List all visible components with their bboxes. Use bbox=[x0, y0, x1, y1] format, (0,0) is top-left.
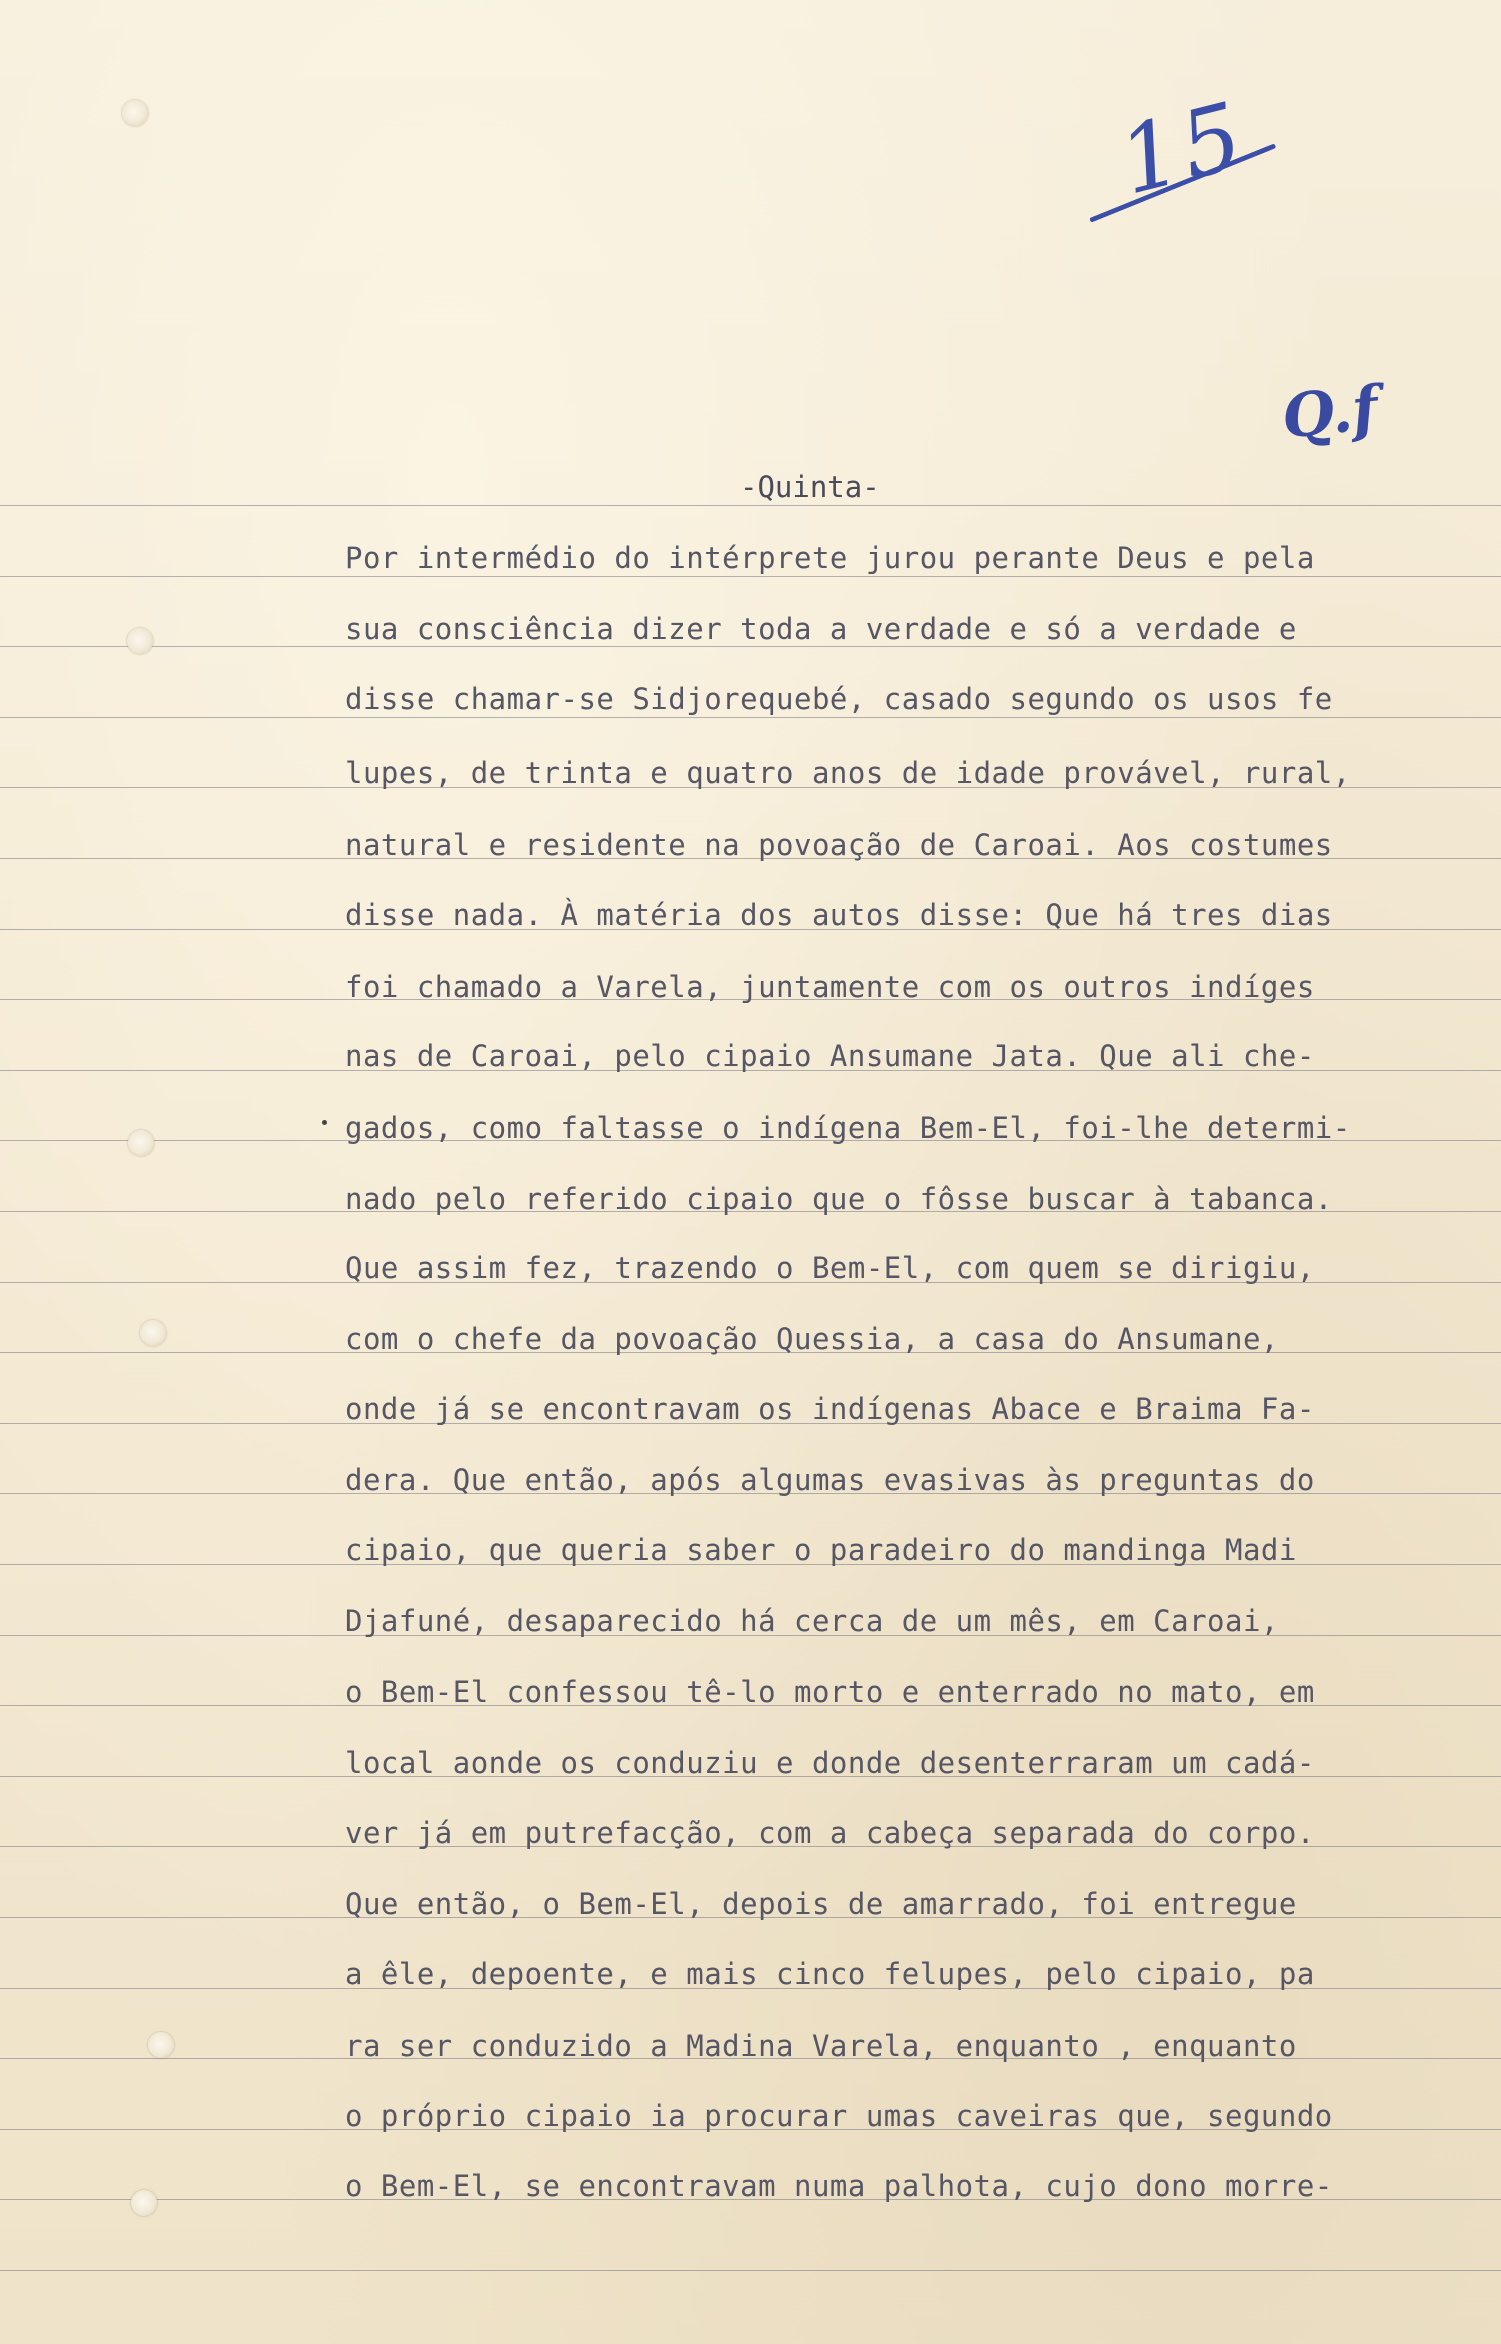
handwritten-initials: Q.f bbox=[1278, 373, 1382, 453]
punch-hole bbox=[131, 2190, 157, 2216]
text-line: Por intermédio do intérprete jurou perante Deus e pela bbox=[345, 541, 1315, 575]
text-line: cipaio, que queria saber o paradeiro do mandinga Madi bbox=[345, 1533, 1297, 1567]
text-line: Que então, o Bem-El, depois de amarrado, foi entregue bbox=[345, 1887, 1297, 1921]
text-line: dera. Que então, após algumas evasivas às preguntas do bbox=[345, 1463, 1315, 1497]
text-line: Que assim fez, trazendo o Bem-El, com quem se dirigiu, bbox=[345, 1251, 1315, 1285]
margin-mark bbox=[322, 1120, 327, 1125]
punch-hole bbox=[122, 100, 148, 126]
text-line: onde já se encontravam os indígenas Abace e Braima Fa- bbox=[345, 1392, 1315, 1426]
section-heading: -Quinta- bbox=[740, 470, 880, 504]
text-line: disse nada. À matéria dos autos disse: Que há tres dias bbox=[345, 898, 1333, 932]
text-line: disse chamar-se Sidjorequebé, casado segundo os usos fe bbox=[345, 682, 1333, 716]
text-line: o Bem-El confessou tê-lo morto e enterrado no mato, em bbox=[345, 1675, 1315, 1709]
text-line: ra ser conduzido a Madina Varela, enquanto , enquanto bbox=[345, 2029, 1297, 2063]
folio-number: 15 bbox=[1108, 81, 1257, 216]
text-line: o Bem-El, se encontravam numa palhota, cujo dono morre- bbox=[345, 2169, 1333, 2203]
text-line: lupes, de trinta e quatro anos de idade provável, rural, bbox=[345, 756, 1351, 790]
punch-hole bbox=[140, 1320, 166, 1346]
text-line: Djafuné, desaparecido há cerca de um mês, em Caroai, bbox=[345, 1604, 1279, 1638]
text-line: o próprio cipaio ia procurar umas caveiras que, segundo bbox=[345, 2099, 1333, 2133]
text-line: nas de Caroai, pelo cipaio Ansumane Jata. Que ali che- bbox=[345, 1039, 1315, 1073]
punch-hole bbox=[127, 628, 153, 654]
text-line: ver já em putrefacção, com a cabeça separada do corpo. bbox=[345, 1816, 1315, 1850]
text-line: natural e residente na povoação de Caroai. Aos costumes bbox=[345, 828, 1333, 862]
text-line: sua consciência dizer toda a verdade e só a verdade e bbox=[345, 612, 1297, 646]
text-line: foi chamado a Varela, juntamente com os outros indíges bbox=[345, 970, 1315, 1004]
ruled-line bbox=[0, 717, 1501, 718]
text-line: gados, como faltasse o indígena Bem-El, foi-lhe determi- bbox=[345, 1111, 1351, 1145]
text-line: a êle, depoente, e mais cinco felupes, pelo cipaio, pa bbox=[345, 1957, 1315, 1991]
punch-hole bbox=[128, 1130, 154, 1156]
text-line: com o chefe da povoação Quessia, a casa do Ansumane, bbox=[345, 1322, 1279, 1356]
ruled-line bbox=[0, 576, 1501, 577]
text-line: local aonde os conduziu e donde desenterraram um cadá- bbox=[345, 1746, 1315, 1780]
text-line: nado pelo referido cipaio que o fôsse buscar à tabanca. bbox=[345, 1182, 1333, 1216]
ruled-line bbox=[0, 505, 1501, 506]
ruled-line bbox=[0, 2270, 1501, 2271]
punch-hole bbox=[148, 2032, 174, 2058]
